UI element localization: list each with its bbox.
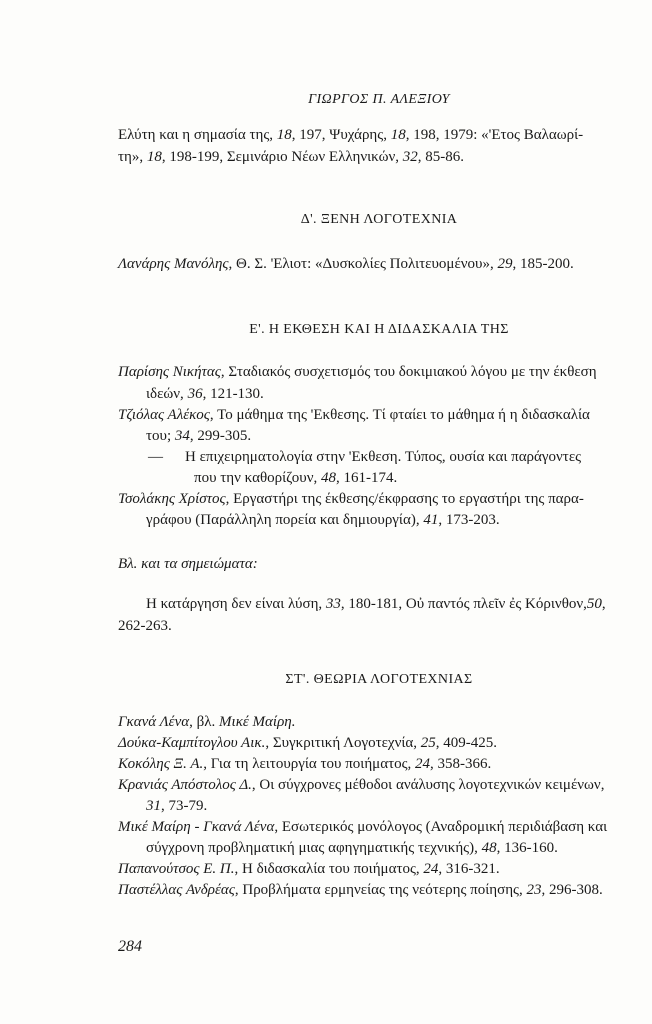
author: Κρανιάς Απόστολος Δ. [118, 777, 252, 793]
text: ιδεών, [146, 386, 188, 402]
volume: 18 [146, 149, 162, 165]
page-number: 284 [118, 938, 142, 955]
text: , Για τη λειτουργία του ποιήματος, [203, 756, 416, 772]
text: , 296-308. [541, 882, 603, 898]
dash: — [148, 449, 163, 465]
text: γράφου (Παράλληλη πορεία και δημιουργία), [146, 512, 424, 528]
text: , Οι σύγχρονες μέθοδοι ανάλυσης λογοτεχνικών κειμένων, [251, 777, 605, 793]
entry-lanaris [118, 254, 574, 274]
text: , Σταδιακός συσχετισμός του δοκιμιακού λόγου με την έκθεση [220, 364, 597, 380]
author: Παπανούτσος Ε. Π. [118, 861, 235, 877]
text: , 409-425. [435, 735, 498, 751]
author: Τζιόλας Αλέκος [118, 407, 210, 423]
volume: 18 [390, 127, 406, 143]
volume: 25 [420, 735, 436, 751]
entry-kokolis [118, 754, 491, 774]
text: , 299-305. [189, 428, 252, 444]
text: Η κατάργηση δεν είναι λύση, [146, 596, 326, 612]
text: , 136-160. [496, 840, 558, 856]
text: , 358-366. [430, 756, 492, 772]
volume: 33 [325, 596, 341, 612]
entry-douka [118, 733, 497, 753]
text: , 198, 1979: «'Ετος Βαλαωρί- [405, 127, 584, 143]
entry-parisis-line-2 [146, 384, 264, 404]
text: Ελύτη και η σημασία της, [118, 127, 277, 143]
section-e-title: Ε'. Η ΕΚΘΕΣΗ ΚΑΙ Η ΔΙΔΑΣΚΑΛΙΑ ΤΗΣ [249, 322, 509, 337]
section-st-title: ΣΤ'. ΘΕΩΡΙΑ ΛΟΓΟΤΕΧΝΙΑΣ [285, 672, 473, 687]
text: , 185-200. [512, 256, 574, 272]
entry-tziolas-line-1 [118, 405, 590, 425]
volume: 36 [187, 386, 203, 402]
text: , 173-203. [438, 512, 500, 528]
entry-mike-line-1 [118, 817, 607, 837]
entry-pastellas [118, 880, 603, 900]
text: , [601, 596, 606, 612]
see-also-line-2: 262-263. [118, 618, 172, 634]
entry-tsolakis-line-2 [146, 510, 500, 530]
author: Δούκα-Καμπίτογλου Αικ. [118, 735, 266, 751]
volume: 41 [423, 512, 439, 528]
volume: 18 [276, 127, 292, 143]
volume: 24 [423, 861, 439, 877]
text: , Προβλήματα ερμηνείας της νεότερης ποίησης, [234, 882, 527, 898]
see-also-line-1 [146, 594, 606, 614]
text: , 121-130. [202, 386, 264, 402]
entry-mike-line-2 [146, 838, 558, 858]
entry-tziolas-2-line-1 [148, 447, 581, 467]
volume: 32 [402, 149, 418, 165]
intro-line-2 [118, 147, 464, 167]
volume: 24 [415, 756, 431, 772]
author: Μικέ Μαίρη - Γκανά Λένα [118, 819, 275, 835]
author: Τσολάκης Χρίστος [118, 491, 226, 507]
author: Παστέλλας Ανδρέας [118, 882, 235, 898]
text: Η επιχειρηματολογία στην 'Εκθεση. Τύπος, ουσία και παράγοντες [185, 449, 582, 465]
text: , Εργαστήρι της έκθεσης/έκφρασης το εργαστήρι της παρα- [225, 491, 584, 507]
text: , 198-199, Σεμινάριο Νέων Ελληνικών, [161, 149, 403, 165]
volume: 48 [321, 470, 337, 486]
section-d-title: Δ'. ΞΕΝΗ ΛΟΓΟΤΕΧΝΙΑ [300, 212, 458, 227]
entry-tziolas-line-2 [146, 426, 251, 446]
volume: 31 [146, 798, 161, 814]
author: Γκανά Λένα [118, 714, 190, 730]
text: , Θ. Σ. 'Ελιοτ: «Δυσκολίες Πολιτευομένου», [228, 256, 498, 272]
see-also-label: Βλ. και τα σημειώματα: [118, 556, 258, 572]
text: , Συγκριτική Λογοτεχνία, [265, 735, 421, 751]
entry-tziolas-2-line-2 [194, 468, 397, 488]
text: , 161-174. [336, 470, 398, 486]
entry-parisis-line-1 [118, 362, 597, 382]
entry-tsolakis-line-1 [118, 489, 584, 509]
cross-reference: Μικέ Μαίρη. [219, 714, 296, 730]
intro-line-1 [118, 125, 583, 145]
text: , Εσωτερικός μονόλογος (Αναδρομική περιδιάβαση και [274, 819, 608, 835]
entry-kranias-line-2 [146, 796, 207, 816]
text: , 73-79. [161, 798, 208, 814]
volume: 29 [497, 256, 513, 272]
text: , 197, Ψυχάρης, [291, 127, 391, 143]
text: του; [146, 428, 175, 444]
text: , 85-86. [417, 149, 464, 165]
text: , 316-321. [438, 861, 500, 877]
text: , Το μάθημα της 'Εκθεσης. Τί φταίει το μάθημα ή η διδασκαλία [209, 407, 590, 423]
author: Λανάρης Μανόλης [118, 256, 229, 272]
text: , 180-181, Οὐ παντός πλεῖν ἐς Κόρινθον, [340, 596, 587, 612]
entry-gkana [118, 712, 295, 732]
text: , Η διδασκαλία του ποιήματος, [234, 861, 424, 877]
entry-kranias-line-1 [118, 775, 604, 795]
author: Κοκόλης Ξ. Α. [118, 756, 204, 772]
volume: 23 [526, 882, 542, 898]
volume: 50 [586, 596, 602, 612]
author: Παρίσης Νικήτας [118, 364, 221, 380]
running-header: ΓΙΩΡΓΟΣ Π. ΑΛΕΞΙΟΥ [308, 92, 450, 107]
entry-papanoutsos [118, 859, 500, 879]
volume: 34 [174, 428, 190, 444]
text: σύγχρονη προβληματική μιας αφηγηματικής τεχνικής), [146, 840, 482, 856]
volume: 48 [481, 840, 497, 856]
text: , βλ. [189, 714, 220, 730]
text: τη», [118, 149, 147, 165]
text: που την καθορίζουν, [194, 470, 322, 486]
